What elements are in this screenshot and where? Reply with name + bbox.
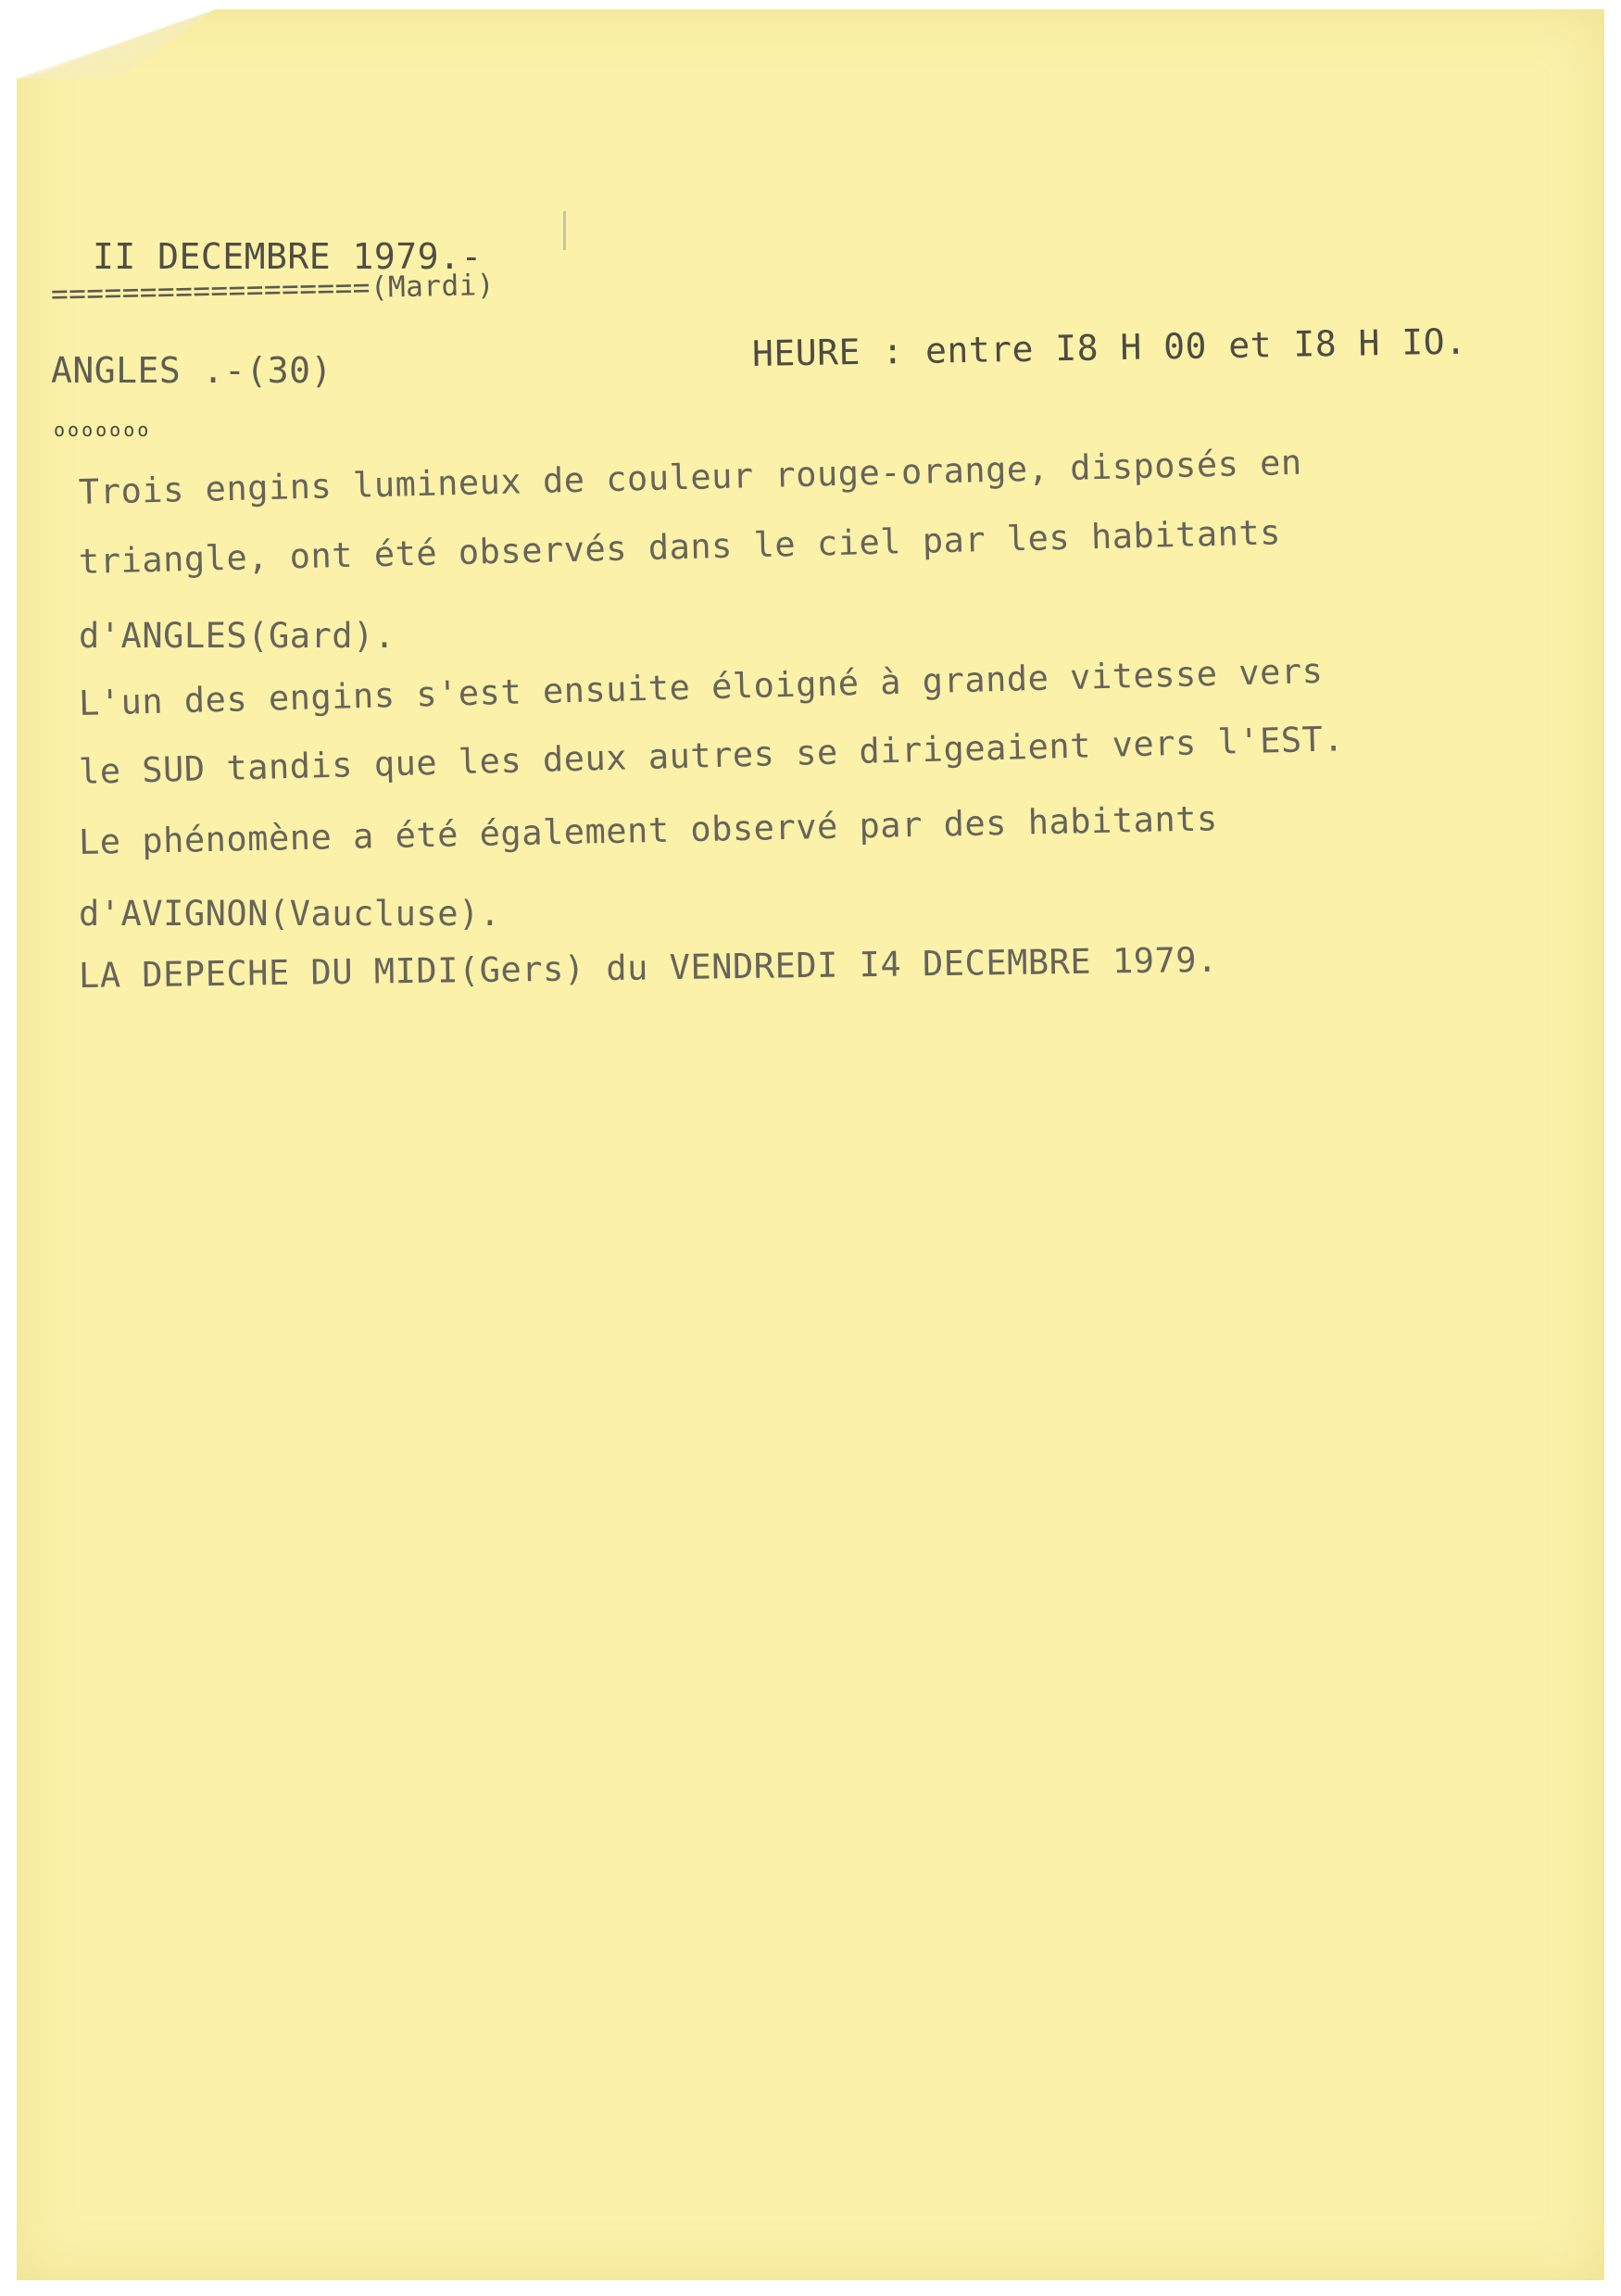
body-line: L'un des engins s'est ensuite éloigné à grande vitesse vers bbox=[78, 650, 1324, 723]
body-line: Trois engins lumineux de couleur rouge-orange, disposés en bbox=[78, 442, 1303, 512]
body-line: Le phénomène a été également observé par des habitants bbox=[78, 798, 1219, 862]
source-citation: LA DEPECHE DU MIDI(Gers) du VENDREDI I4 DECEMBRE 1979. bbox=[78, 939, 1219, 996]
observation-time: HEURE : entre I8 H 00 et I8 H IO. bbox=[751, 320, 1467, 374]
date-underline-day: ==================(Mardi) bbox=[50, 268, 496, 311]
report-date: II DECEMBRE 1979.- bbox=[93, 236, 483, 277]
body-line: d'AVIGNON(Vaucluse). bbox=[79, 894, 501, 934]
location: ANGLES .-(30) bbox=[51, 350, 333, 391]
body-line: triangle, ont été observés dans le ciel par les habitants bbox=[78, 512, 1282, 582]
separator-circles: ooooooo bbox=[54, 419, 152, 441]
body-line: le SUD tandis que les deux autres se dirigeaient vers l'EST. bbox=[78, 719, 1345, 792]
body-line: d'ANGLES(Gard). bbox=[79, 616, 396, 656]
pencil-mark bbox=[563, 211, 566, 250]
